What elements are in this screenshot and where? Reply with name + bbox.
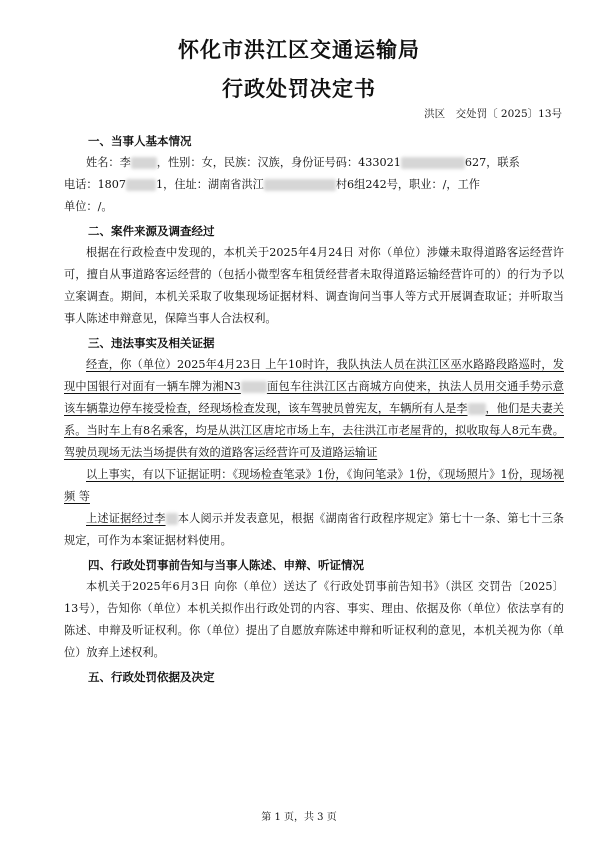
redacted-address [264,179,336,191]
party-phone-label: 电话：1807 [64,178,127,191]
redacted-owner [468,403,486,415]
evidence-review-part1: 上述证据经过李 [86,512,166,525]
redacted-name-2 [166,513,178,525]
section-heading-facts: 三、违法事实及相关证据 [88,336,215,350]
party-job-text: 村6组242号，职业：/，工作 [335,178,480,191]
party-id-text: ，性别：女，民族：汉族，身份证号码：433021 [156,156,401,169]
evidence-list: 以上事实，有以下证据证明：《现场检查笔录》1份，《询问笔录》1份，《现场照片》1份，现场视频 等 [64,468,564,503]
section-heading-notice: 四、行政处罚事前告知与当事人陈述、申辩、听证情况 [88,558,364,572]
section-heading-case-source: 二、案件来源及调查经过 [88,224,215,238]
evidence-paragraph [64,464,564,508]
party-contact-text: 627，联系 [464,156,520,169]
redacted-id [401,157,465,169]
document-number: 洪区 交处罚〔 2025〕13号 [424,108,562,120]
section-heading-party-info: 一、当事人基本情况 [88,134,192,148]
facts-text-part1: 经查，你（单位）2025年4月23日 上午10时许，我队执法人员在洪江区巫水路路段路巡时，发现中国银行对面有一辆车牌为湘N3 [64,358,564,393]
agency-title: 怀化市洪江区交通运输局 [178,38,420,62]
party-info-paragraph [64,152,564,218]
document-title: 行政处罚决定书 [222,77,376,101]
notice-paragraph: 本机关于2025年6月3日 向你（单位）送达了《行政处罚事前告知书》（洪区 交罚告〔2025〕13号），告知你（单位）本机关拟作出行政处罚的内容、事实、理由、依据及你（单位）依法享有的陈述、申辩及听证权利。你（单位）提出了自愿放弃陈述申辩和听证权利的意见，本机关视为你（单位）放弃上述权利。 [64,580,564,659]
party-name-label: 姓名：李 [86,156,131,169]
facts-text-part3: ，他们是夫妻关系。当时车上有8名乘客，均是从洪江区唐坨市场上车，去往洪江市老屋背的，拟收取每人8元车费。驾驶员现场无法当场提供有效的道路客运经营许可及道路运输证 [64,402,564,459]
party-address-text: 1，住址：湖南省洪江 [156,178,264,191]
facts-paragraph [64,354,564,464]
section-heading-decision: 五、行政处罚依据及决定 [88,670,215,684]
case-source-paragraph: 根据在行政检查中发现的，本机关于2025年4月24日 对你（单位）涉嫌未取得道路客运经营许可，擅自从事道路客运经营的（包括小微型客车租赁经营者未取得道路运输经营许可的）的行为予以立案调查。期间，本机关采取了收集现场证据材料、调查询问当事人等方式开展调查取证；并听取当事人陈述申辩意见，保障当事人合法权利。 [64,246,564,325]
facts-text-part2: 面包车往洪江区古商城方向使来，执法人员用交通手势示意该车辆靠边停车接受检查，经现场检查发现，该车驾驶员曾宪友，车辆所有人是李 [64,380,564,415]
document-body [64,128,564,688]
evidence-review-paragraph [64,508,564,552]
redacted-plate [241,381,267,393]
redacted-name [131,157,157,169]
redacted-phone [126,179,156,191]
page-number: 第 1 页，共 3 页 [261,812,337,823]
party-work-unit: 单位：/。 [64,200,113,213]
evidence-review-part2: 本人阅示并发表意见，根据《湖南省行政程序规定》第七十一条、第七十三条规定，可作为本案证据材料使用。 [64,512,564,547]
